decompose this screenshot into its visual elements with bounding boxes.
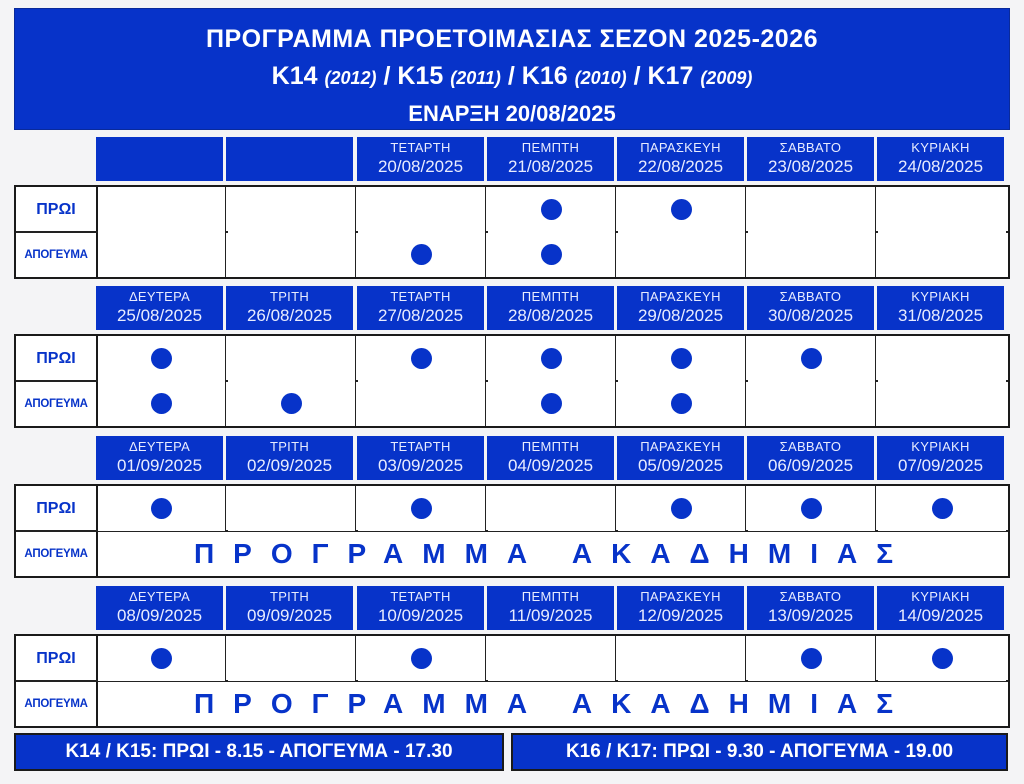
schedule-cell-morning (488, 636, 616, 681)
age-groups-line (15, 62, 1009, 91)
day-header (747, 586, 874, 630)
session-dot-icon (541, 199, 562, 220)
day-date: 13/09/2025 (767, 606, 854, 625)
academy-program-banner: ΠΡΟΓΡΑΜΜΑ ΑΚΑΔΗΜΙΑΣ (98, 532, 1008, 576)
session-dot-icon (801, 648, 822, 669)
day-header (877, 436, 1004, 480)
row-label-evening: ΑΠΟΓΕΥΜΑ (16, 531, 98, 576)
day-date: 12/09/2025 (637, 606, 724, 625)
day-date: 26/08/2025 (246, 306, 333, 325)
schedule-cell-morning (358, 187, 486, 232)
day-header (226, 286, 353, 330)
session-dot-icon (281, 393, 302, 414)
week-block (14, 586, 1008, 726)
day-header (617, 286, 744, 330)
week-block (14, 436, 1008, 576)
schedule-grid (14, 634, 1010, 728)
day-name: ΚΥΡΙΑΚΗ (911, 439, 970, 454)
session-dot-icon (671, 199, 692, 220)
day-name: ΠΑΡΑΣΚΕΥΗ (640, 140, 721, 155)
day-date: 30/08/2025 (767, 306, 854, 325)
session-dot-icon (541, 244, 562, 265)
group-k14-year: (2012) (324, 68, 377, 88)
day-name: ΔΕΥΤΕΡΑ (128, 589, 191, 604)
schedule-cell-morning (878, 336, 1006, 381)
day-name: ΠΑΡΑΣΚΕΥΗ (640, 439, 721, 454)
schedule-cell-morning (488, 187, 616, 232)
day-header (96, 586, 223, 630)
schedule-cell-evening (228, 381, 356, 426)
session-dot-icon (411, 244, 432, 265)
schedule-cell-evening (618, 232, 746, 277)
day-date: 03/09/2025 (377, 456, 464, 475)
group-separator: / (633, 62, 641, 90)
schedule-cell-morning (748, 336, 876, 381)
day-date: 02/09/2025 (246, 456, 333, 475)
session-dot-icon (151, 393, 172, 414)
day-name: ΠΕΜΠΤΗ (521, 289, 580, 304)
day-header (487, 137, 614, 181)
session-dot-icon (671, 348, 692, 369)
day-name: ΠΑΡΑΣΚΕΥΗ (640, 289, 721, 304)
schedule-grid (14, 185, 1010, 279)
footer-times-k16-k17: Κ16 / Κ17: ΠΡΩΙ - 9.30 - ΑΠΟΓΕΥΜΑ - 19.00 (511, 733, 1008, 771)
group-k17: Κ17 (647, 62, 694, 90)
day-name: ΤΡΙΤΗ (269, 589, 310, 604)
day-header (357, 436, 484, 480)
day-date: 22/08/2025 (637, 157, 724, 176)
session-dot-icon (801, 348, 822, 369)
row-label-evening: ΑΠΟΓΕΥΜΑ (16, 681, 98, 726)
day-date: 24/08/2025 (897, 157, 984, 176)
schedule-cell-morning (98, 636, 226, 681)
group-k15-year: (2011) (450, 68, 501, 88)
session-dot-icon (671, 498, 692, 519)
week-block (14, 137, 1008, 277)
schedule-cell-morning (228, 636, 356, 681)
group-separator: / (507, 62, 515, 90)
day-name: ΔΕΥΤΕΡΑ (128, 439, 191, 454)
day-date: 21/08/2025 (507, 157, 594, 176)
start-date: ΕΝΑΡΞΗ 20/08/2025 (408, 101, 616, 126)
day-header (877, 137, 1004, 181)
group-k16: Κ16 (521, 62, 568, 90)
day-name: ΚΥΡΙΑΚΗ (911, 589, 970, 604)
schedule-cell-morning (878, 486, 1006, 531)
group-k16-year: (2010) (574, 68, 627, 88)
day-date: 10/09/2025 (377, 606, 464, 625)
schedule-grid (14, 484, 1010, 578)
session-dot-icon (541, 393, 562, 414)
day-header (96, 137, 223, 181)
day-header (747, 137, 874, 181)
schedule-cell-morning (878, 636, 1006, 681)
group-k17-year: (2009) (700, 68, 753, 88)
schedule-cell-evening (748, 232, 876, 277)
schedule-cell-morning (748, 636, 876, 681)
day-date: 23/08/2025 (767, 157, 854, 176)
schedule-cell-morning (618, 336, 746, 381)
row-label-evening: ΑΠΟΓΕΥΜΑ (16, 381, 98, 426)
schedule-cell-evening (228, 232, 356, 277)
session-dot-icon (671, 393, 692, 414)
day-header (226, 436, 353, 480)
schedule-cell-morning (98, 187, 226, 232)
schedule-cell-morning (228, 187, 356, 232)
schedule-cell-morning (358, 336, 486, 381)
day-header (487, 586, 614, 630)
day-date: 04/09/2025 (507, 456, 594, 475)
day-name: ΠΕΜΠΤΗ (521, 140, 580, 155)
session-dot-icon (151, 498, 172, 519)
schedule-cell-morning (618, 636, 746, 681)
row-label-morning: ΠΡΩΙ (16, 636, 98, 681)
session-dot-icon (411, 648, 432, 669)
day-header (617, 137, 744, 181)
day-date: 25/08/2025 (116, 306, 203, 325)
day-header (487, 436, 614, 480)
session-dot-icon (151, 348, 172, 369)
session-dot-icon (411, 348, 432, 369)
day-name: ΤΡΙΤΗ (269, 289, 310, 304)
schedule-cell-evening (98, 232, 226, 277)
schedule-grid (14, 334, 1010, 428)
day-header (747, 286, 874, 330)
schedule-cell-morning (358, 636, 486, 681)
day-name: ΠΕΜΠΤΗ (521, 589, 580, 604)
day-date: 27/08/2025 (377, 306, 464, 325)
session-dot-icon (932, 648, 953, 669)
schedule-cell-morning (98, 336, 226, 381)
day-name: ΤΕΤΑΡΤΗ (390, 289, 451, 304)
session-dot-icon (151, 648, 172, 669)
schedule-cell-evening (488, 232, 616, 277)
row-label-morning: ΠΡΩΙ (16, 486, 98, 531)
day-name: ΣΑΒΒΑΤΟ (779, 439, 842, 454)
day-header (487, 286, 614, 330)
group-k14: Κ14 (271, 62, 318, 90)
day-date: 05/09/2025 (637, 456, 724, 475)
day-header (226, 137, 353, 181)
day-date: 07/09/2025 (897, 456, 984, 475)
session-dot-icon (801, 498, 822, 519)
day-header (877, 286, 1004, 330)
day-header (357, 586, 484, 630)
day-header (357, 137, 484, 181)
day-name: ΤΕΤΑΡΤΗ (390, 439, 451, 454)
schedule-cell-evening (618, 381, 746, 426)
schedule-cell-evening (878, 381, 1006, 426)
footer-times-k14-k15: Κ14 / Κ15: ΠΡΩΙ - 8.15 - ΑΠΟΓΕΥΜΑ - 17.30 (14, 733, 504, 771)
day-name: ΔΕΥΤΕΡΑ (128, 289, 191, 304)
schedule-cell-morning (618, 486, 746, 531)
day-header (96, 436, 223, 480)
schedule-cell-evening (488, 381, 616, 426)
schedule-cell-evening (748, 381, 876, 426)
schedule-cell-morning (228, 336, 356, 381)
day-name: ΣΑΒΒΑΤΟ (779, 140, 842, 155)
day-date: 08/09/2025 (116, 606, 203, 625)
day-header (617, 586, 744, 630)
row-label-evening: ΑΠΟΓΕΥΜΑ (16, 232, 98, 277)
day-name: ΠΕΜΠΤΗ (521, 439, 580, 454)
day-date: 29/08/2025 (637, 306, 724, 325)
day-name: ΣΑΒΒΑΤΟ (779, 289, 842, 304)
day-header (357, 286, 484, 330)
week-block (14, 286, 1008, 426)
day-name: ΤΕΤΑΡΤΗ (390, 589, 451, 604)
day-header (617, 436, 744, 480)
day-date: 06/09/2025 (767, 456, 854, 475)
day-date: 11/09/2025 (508, 606, 593, 625)
day-date: 14/09/2025 (897, 606, 984, 625)
session-dot-icon (932, 498, 953, 519)
schedule-cell-morning (358, 486, 486, 531)
day-header (226, 586, 353, 630)
schedule-cell-morning (488, 336, 616, 381)
day-name: ΚΥΡΙΑΚΗ (911, 140, 970, 155)
schedule-cell-morning (748, 187, 876, 232)
academy-program-banner: ΠΡΟΓΡΑΜΜΑ ΑΚΑΔΗΜΙΑΣ (98, 682, 1008, 726)
group-separator: / (383, 62, 391, 90)
schedule-title: ΠΡΟΓΡΑΜΜΑ ΠΡΟΕΤΟΙΜΑΣΙΑΣ ΣΕΖΟΝ 2025-2026 (205, 25, 819, 53)
day-header (747, 436, 874, 480)
schedule-header (14, 8, 1010, 130)
day-date: 28/08/2025 (507, 306, 594, 325)
day-date: 20/08/2025 (377, 157, 464, 176)
day-header (96, 286, 223, 330)
day-name: ΤΕΤΑΡΤΗ (390, 140, 451, 155)
session-dot-icon (411, 498, 432, 519)
schedule-cell-evening (98, 381, 226, 426)
schedule-cell-morning (98, 486, 226, 531)
day-name: ΚΥΡΙΑΚΗ (911, 289, 970, 304)
day-date: 31/08/2025 (897, 306, 984, 325)
group-k15: Κ15 (397, 62, 444, 90)
schedule-cell-evening (358, 232, 486, 277)
schedule-cell-evening (878, 232, 1006, 277)
schedule-cell-morning (748, 486, 876, 531)
row-label-morning: ΠΡΩΙ (16, 187, 98, 232)
schedule-cell-morning (228, 486, 356, 531)
day-date: 09/09/2025 (246, 606, 333, 625)
day-name: ΠΑΡΑΣΚΕΥΗ (640, 589, 721, 604)
session-dot-icon (541, 348, 562, 369)
schedule-cell-morning (878, 187, 1006, 232)
day-name: ΣΑΒΒΑΤΟ (779, 589, 842, 604)
schedule-cell-morning (618, 187, 746, 232)
day-date: 01/09/2025 (116, 456, 203, 475)
day-header (877, 586, 1004, 630)
schedule-cell-morning (488, 486, 616, 531)
day-name: ΤΡΙΤΗ (269, 439, 310, 454)
row-label-morning: ΠΡΩΙ (16, 336, 98, 381)
schedule-cell-evening (358, 381, 486, 426)
